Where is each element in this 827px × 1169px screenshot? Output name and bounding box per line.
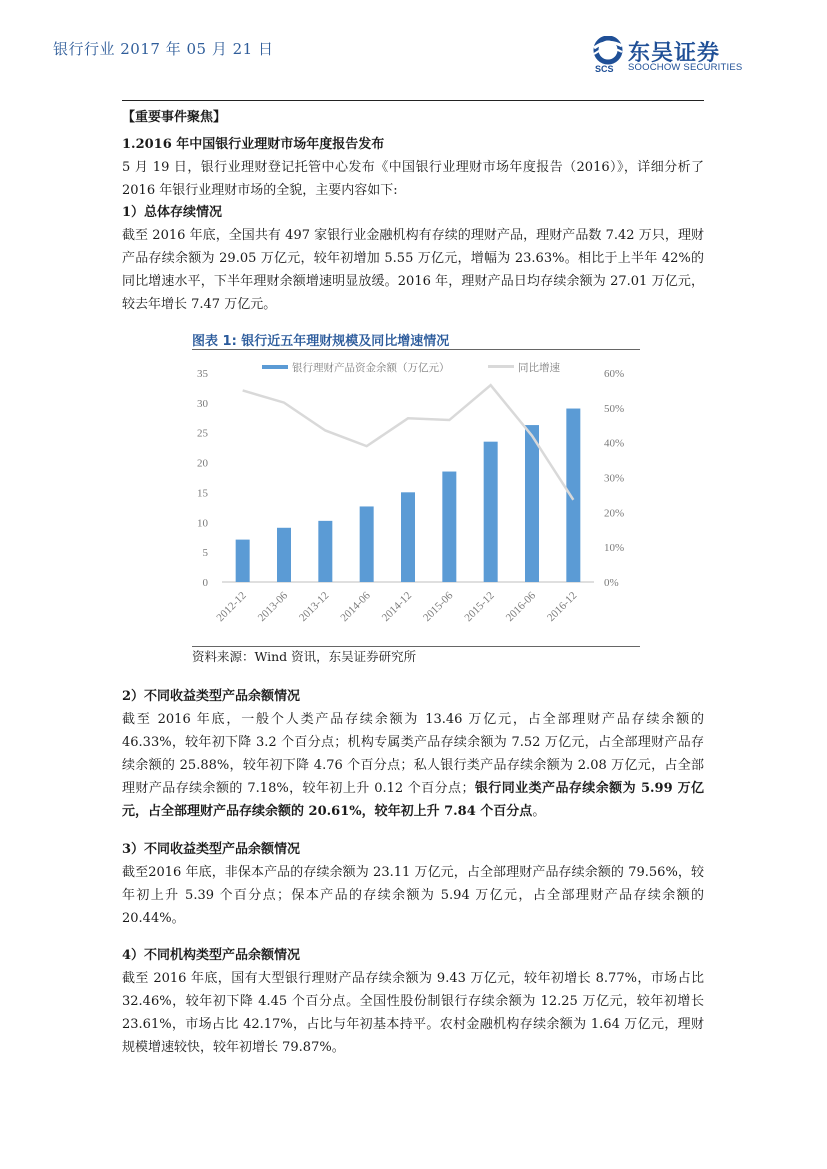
s4-body: 截至 2016 年底，国有大型银行理财产品存续余额为 9.43 万亿元，较年初增长 8.77%，市场占比 32.46%，较年初下降 4.45 个百分点。全国性股份制银行存续余额为 12.25 万亿元，较年初增长 23.61%，市场占比 42.17%，占比与年初基本持平。农村金融机构存续余额为 1.64 万亿元，理财规模增速较快，较年初增长 79.87%。 <box>122 971 704 1055</box>
logo-chinese-name: 东吴证券 <box>628 41 721 66</box>
legend-bar-swatch <box>262 365 288 369</box>
x-tick-label: 2015-12 <box>462 589 497 625</box>
s3-body: 截至2016 年底，非保本产品的存续余额为 23.11 万亿元，占全部理财产品存续余额的 79.56%，较年初上升 5.39 个百分点；保本产品的存续余额为 5.94 万亿元，占全部理财产品存续余额的 20.44%。 <box>122 865 704 926</box>
s3-heading: 3）不同收益类型产品余额情况 <box>122 842 301 857</box>
y-right-tick-label: 30% <box>604 472 625 485</box>
bar <box>318 521 332 582</box>
legend-line-label: 同比增速 <box>518 362 560 374</box>
s1-heading: 1）总体存续情况 <box>122 205 223 220</box>
x-tick-label: 2016-12 <box>545 589 580 625</box>
y-left-tick-label: 10 <box>197 517 208 530</box>
bar <box>360 506 374 582</box>
logo-mark-icon <box>592 36 626 74</box>
bar <box>236 540 250 582</box>
chart-caption: 图表 1: 银行近五年理财规模及同比增速情况 <box>192 334 450 349</box>
chart-source: 资料来源：Wind 资讯，东吴证券研究所 <box>192 649 417 664</box>
y-right-tick-label: 10% <box>604 542 625 555</box>
y-right-tick-label: 20% <box>604 507 625 520</box>
x-tick-label: 2014-06 <box>338 589 373 625</box>
x-tick-label: 2013-06 <box>255 589 291 625</box>
y-left-tick-label: 0 <box>202 577 208 589</box>
bar <box>277 528 291 582</box>
y-right-tick-label: 40% <box>604 437 625 450</box>
x-tick-label: 2012-12 <box>214 589 249 625</box>
y-left-tick-label: 15 <box>197 487 208 500</box>
y-left-tick-label: 5 <box>202 547 208 560</box>
s2-heading: 2）不同收益类型产品余额情况 <box>122 689 301 704</box>
header-title: 银行行业 2017 年 05 月 21 日 <box>53 40 274 58</box>
chart-top-rule <box>192 349 640 350</box>
logo-english-name: SOOCHOW SECURITIES <box>628 62 743 73</box>
y-right-tick-label: 50% <box>604 402 625 415</box>
section-title: 【重要事件聚焦】 <box>122 110 227 125</box>
company-logo <box>592 36 762 76</box>
y-left-tick-label: 20 <box>197 457 208 470</box>
x-tick-label: 2015-06 <box>421 589 456 625</box>
y-left-tick-label: 25 <box>197 427 208 440</box>
growth-rate-line <box>243 385 574 500</box>
x-tick-label: 2014-12 <box>379 589 415 625</box>
logo-mark-text: SCS <box>595 64 614 74</box>
header-divider <box>122 100 704 101</box>
s1-body: 截至 2016 年底，全国共有 497 家银行业金融机构有存续的理财产品，理财产品数 7.42 万只，理财产品存续余额为 29.05 万亿元，较年初增加 5.55 万亿元，增幅为 23.63%。相比于上半年 42%的同比增速水平，下半年理财余额增速明显放缓。2016 年，理财产品日均存续余额为 27.01 万亿元，较去年增长 7.47 万亿元。 <box>122 228 704 312</box>
bar <box>566 409 580 582</box>
bar <box>484 442 498 582</box>
bar-line-chart <box>192 355 640 645</box>
legend-bar-label: 银行理财产品资金余额（万亿元） <box>292 362 450 374</box>
y-right-tick-label: 60% <box>604 368 625 380</box>
x-tick-label: 2016-06 <box>503 589 539 625</box>
bar <box>442 472 456 582</box>
bar <box>525 425 539 582</box>
y-left-tick-label: 30 <box>197 397 208 410</box>
s2-body <box>122 708 704 823</box>
s2-body-end: 。 <box>532 804 546 819</box>
s2-body-plain: 截至 2016 年底，一般个人类产品存续余额为 13.46 万亿元，占全部理财产品存续余额的 46.33%，较年初下降 3.2 个百分点；机构专属类产品存续余额为 7.52 万亿元，占全部理财产品存续余额的 25.88%，较年初下降 4.76 个百分点；私人银行类产品存续余额为 2.08 万亿元，占全部理财产品存续余额的 7.18%，较年初上升 0.12 个百分点； <box>122 712 704 796</box>
x-tick-label: 2013-12 <box>297 589 332 625</box>
chart-legend <box>262 361 560 374</box>
y-right-tick-label: 0% <box>604 577 619 589</box>
s2-body-bold: 银行同业类产品存续余额为 5.99 万亿元，占全部理财产品存续余额的 20.61%，较年初上升 7.84 个百分点 <box>122 781 705 819</box>
bar <box>401 492 415 582</box>
s4-heading: 4）不同机构类型产品余额情况 <box>122 948 301 963</box>
news-title: 1.2016 年中国银行业理财市场年度报告发布 <box>122 137 385 152</box>
y-left-tick-label: 35 <box>197 368 208 380</box>
intro-paragraph: 5 月 19 日，银行业理财登记托管中心发布《中国银行业理财市场年度报告（2016）》，详细分析了 2016 年银行业理财市场的全貌，主要内容如下: <box>122 160 704 198</box>
legend-line-swatch <box>488 365 514 368</box>
